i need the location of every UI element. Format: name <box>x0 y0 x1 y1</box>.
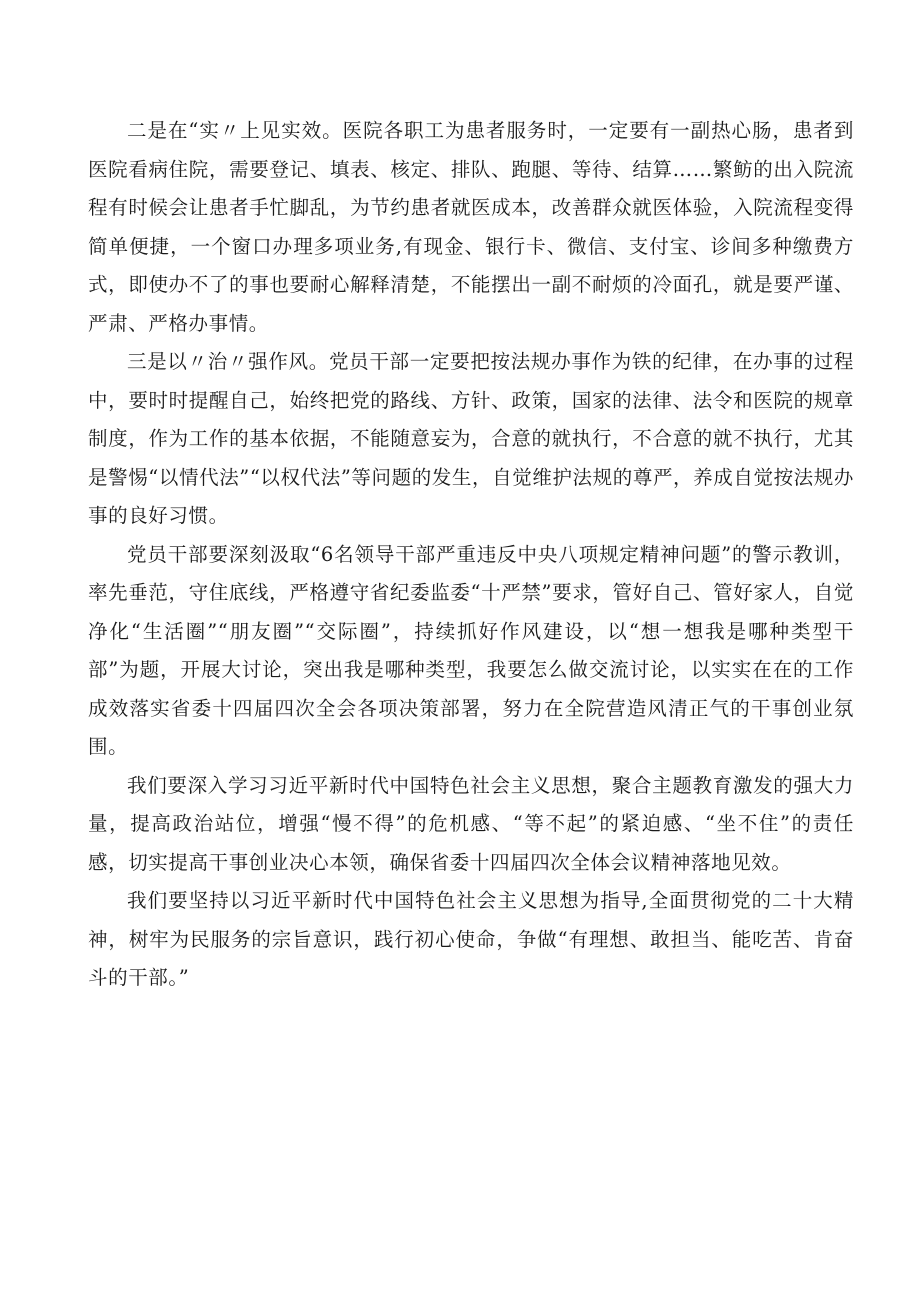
paragraph-xuexi: 我们要深入学习习近平新时代中国特色社会主义思想，聚合主题教育激发的强大力量，提高政治站位，增强“慢不得”的危机感、“等不起”的紧迫感、“坐不住”的责任感，切实提高干事创业决心本领，确保省委十四届四次全体会议精神落地见效。 <box>88 773 854 874</box>
paragraph-zhi: 三是以〃治〃强作风。党员干部一定要把按法规办事作为铁的纪律，在办事的过程中，要时时提醒自己，始终把党的路线、方针、政策，国家的法律、法令和医院的规章制度，作为工作的基本依据，不能随意妄为，合意的就执行，不合意的就不执行，尤其是警惕“以情代法”“以权代法”等问题的发生，自觉维护法规的尊严，养成自觉按法规办事的良好习惯。 <box>88 350 854 527</box>
paragraph-jianchi: 我们要坚持以习近平新时代中国特色社会主义思想为指导,全面贯彻党的二十大精神，树牢为民服务的宗旨意识，践行初心使命，争做“有理想、敢担当、能吃苦、肯奋斗的干部。” <box>88 889 854 989</box>
paragraph-jingshi: 党员干部要深刻汲取“6名领导干部严重违反中央八项规定精神问题”的警示教训，率先垂范，守住底线，严格遵守省纪委监委“十严禁”要求，管好自己、管好家人，自觉净化“生活圈”“朋友圈”“交际圈”，持续抓好作风建设，以“想一想我是哪种类型干部”为题，开展大讨论，突出我是哪种类型，我要怎么做交流讨论，以实实在在的工作成效落实省委十四届四次全会各项决策部署，努力在全院营造风清正气的干事创业氛围。 <box>88 542 854 758</box>
paragraph-shishi: 二是在“实〃上见实效。医院各职工为患者服务时，一定要有一副热心肠，患者到医院看病住院，需要登记、填表、核定、排队、跑腿、等待、结算……繁鲂的出入院流程有时候会让患者手忙脚乱，为节约患者就医成本，改善群众就医体验，入院流程变得简单便捷，一个窗口办理多项业务,有现金、银行卡、微信、支付宝、诊间多种缴费方式，即使办不了的事也要耐心解释清楚，不能摆出一副不耐烦的冷面孔，就是要严谨、严肃、严格办事情。 <box>88 119 854 335</box>
document-body <box>88 112 854 998</box>
